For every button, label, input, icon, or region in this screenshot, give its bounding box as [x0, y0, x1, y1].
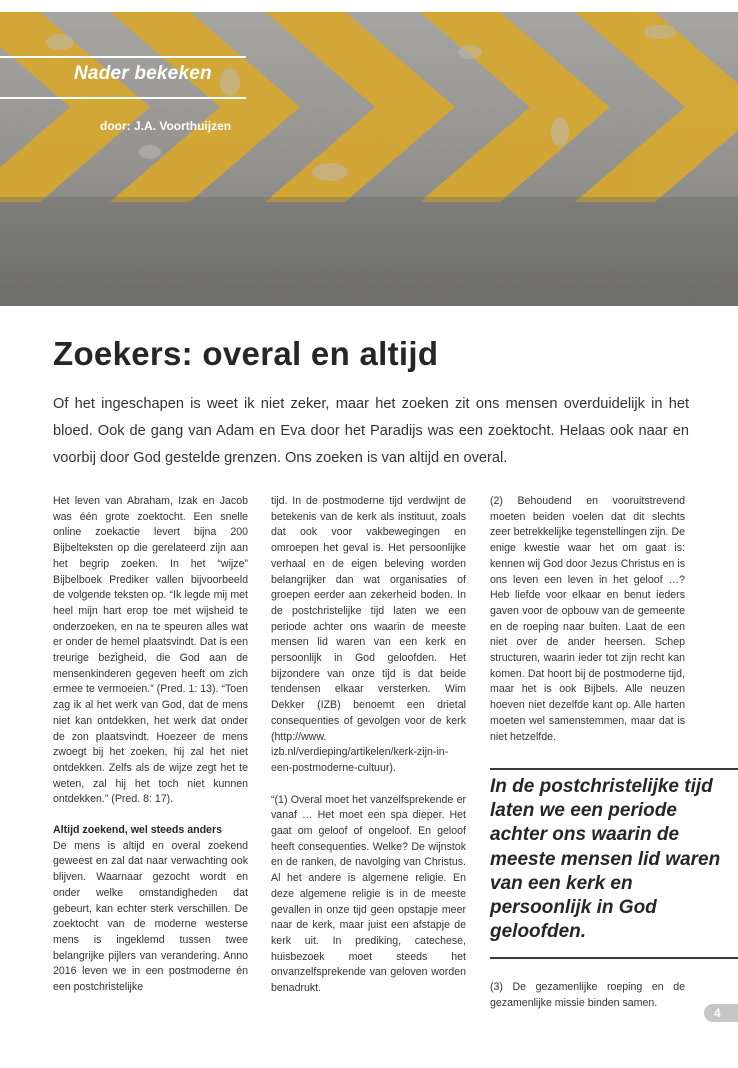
subheading: Altijd zoekend, wel steeds anders [53, 824, 222, 837]
article-lead: Of het ingeschapen is weet ik niet zeker, maar het zoeken zit ons mensen overduidelijk in het bloed. Ook de gang van Adam en Eva door het Paradijs was een zoektocht. Helaas ook naar en voorbij door God gestelde grenzen. Ons zoeken is van altijd en overal. [53, 396, 689, 466]
pull-quote-rule-bottom [490, 957, 738, 959]
header-photo [0, 12, 738, 306]
column-3 [490, 494, 685, 745]
pull-quote: In de postchristelijke tijd laten we een periode achter ons waarin de meeste mensen lid waren van een kerk en persoonlijk in God geloofden. [490, 776, 721, 943]
page-number: 4 [704, 1004, 738, 1022]
paragraph: tijd. In de postmoderne tijd verdwijnt de betekenis van de kerk als instituut, zoals dat ook voor vakbewegingen en omroepen het geval is. Het persoonlijke verhaal en de eigen beleving worden belangrijker dan wat organisaties of groepen eerder aan zekerheid boden. In de postchristelijke tijd laten we een periode achter ons waarin de meeste mensen lid waren van een kerk en persoonlijk in God geloofden. Het bijzondere van onze tijd is dat beide tendensen elkaar versterken. Wim Dekker (IZB) benoemt een drietal consequenties of gevolgen voor de kerk (http://www. izb.nl/verdieping/artikelen/kerk-zijn-in-een-postmoderne-cultuur). [271, 495, 466, 774]
column-3-continued [490, 980, 685, 1011]
column-1 [53, 494, 248, 996]
header-rule-bottom [0, 97, 246, 99]
paragraph: Het leven van Abraham, Izak en Jacob was één grote zoektocht. Een snelle online zoekactie levert bijna 200 Bijbelteksten op die gerelateerd zijn aan het begrip zoeken. In het “wijze” Bijbelboek Prediker vallen bijvoorbeeld de volgende teksten op. “Ik legde mij met heel mijn hart erop toe met wijsheid te onderzoeken, en na te speuren alles wat er onder de hemel plaatsvindt. Dat is een treurige bezigheid, die God aan de mensenkinderen gegeven heeft om zich ermee te vermoeien.” (Pred. 1: 13). “Toen zag ik al het werk van God, dat de mens niet kan ontdekken, het werk dat onder de zon plaatsvindt. Hoezeer de mens zwoegt bij het zoeken, hij zal het niet ontdekken. Zelfs als de wijze zegt het te weten, zal hij het toch niet kunnen ontdekken.” (Pred. 8: 17). [53, 495, 248, 806]
author-byline: door: J.A. Voorthuijzen [100, 119, 232, 133]
pull-quote-rule-top [490, 768, 738, 770]
paragraph: (2) Behoudend en vooruitstrevend moeten beiden voelen dat dit slechts zeer betrekkelijke tegenstellingen zijn. De enige kwestie waar het om gaat is: kennen wij God door Jezus Christus en is ons leven een leven in het geloof …? Heb liefde voor elkaar en benut ieders gaven voor de opbouw van de gemeente en de roeping naar buiten. Laat de een niet over de ander heersen. Schep structuren, waarin ieder tot zijn recht kan komen. Dat hoort bij de postmoderne tijd, maar het is ook Bijbels. Alle neuzen hoeven niet dezelfde kant op. Alle harten moeten wel samenstemmen, maar dat is niet hetzelfde. [490, 495, 685, 743]
header-rule-top [0, 56, 246, 58]
column-2 [271, 494, 466, 997]
section-title: Nader bekeken [74, 63, 212, 84]
paragraph: “(1) Overal moet het vanzelfsprekende er vanaf … Het moet een spa dieper. Het gaat om geloof of ongeloof. En geloof heeft consequenties. Welke? De wijnstok en de ranken, de navolging van Christus. Al het andere is algemene religie. En deze algemene religie is in de meeste gevallen in onze tijd geen opstapje meer naar de kerk, maar juist een afstapje de kerk uit. In prediking, catechese, huisbezoek moet steeds het onvanzelfsprekende van geloven worden benadrukt. [271, 793, 466, 995]
article-title: Zoekers: overal en altijd [53, 335, 439, 372]
paragraph: (3) De gezamenlijke roeping en de gezamenlijke missie binden samen. [490, 981, 685, 1009]
paragraph: De mens is altijd en overal zoekend geweest en zal dat naar verwachting ook blijven. Waarnaar gezocht wordt en onder welke omstandigheden dat gebeurt, kan echter sterk verschillen. De zoektocht van de moderne westerse mens is ingeklemd tussen twee belangrijke pijlers van verandering. Anno 2016 leven we in een postmoderne én een postchristelijke [53, 839, 248, 994]
